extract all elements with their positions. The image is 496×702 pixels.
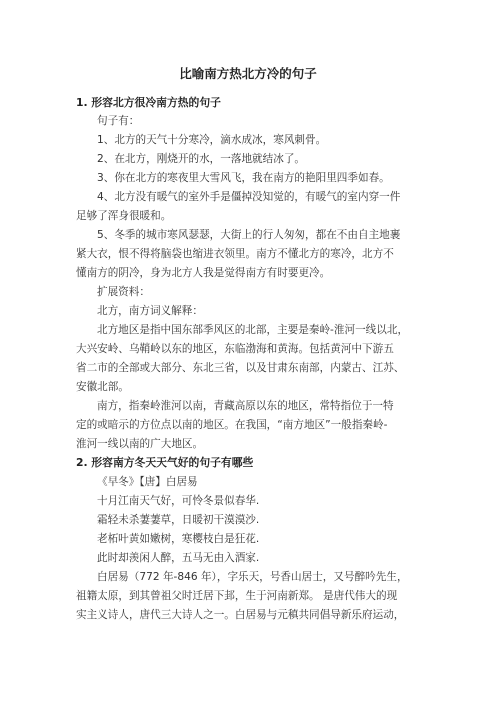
body-line: 祖籍太原，到其曾祖父时迁居下邽，生于河南新郑。 是唐代伟大的现 (76, 590, 398, 602)
body-line: 实主义诗人，唐代三大诗人之一。白居易与元稹共同倡导新乐府运动， (76, 609, 405, 621)
body-line: 老柘叶黄如嫩树，寒樱枝白是狂花. (97, 533, 260, 545)
body-line: 十月江南天气好，可怜冬景似春华. (97, 495, 260, 507)
body-line: 定的或暗示的方位点以南的地区。在我国，“南方地区”一般指秦岭- (76, 419, 388, 431)
body-line: 紧大衣，恨不得将脑袋也缩进衣领里。南方不懂北方的寒冷，北方不 (76, 248, 394, 260)
body-line: 白居易（772 年-846 年），字乐天，号香山居士，又号醉吟先生， (97, 571, 408, 583)
body-line: 此时却羡闲人醉，五马无由入酒家. (97, 552, 260, 564)
section-1-heading: 1. 形容北方很冷南方热的句子 (76, 96, 221, 109)
body-line: 3、你在北方的寒夜里大雪风飞，我在南方的艳阳里四季如春。 (97, 172, 390, 184)
body-line: 北方，南方词义解释： (97, 305, 203, 317)
body-line: 霜轻未杀萋萋草，日暖初干漠漠沙. (97, 514, 260, 526)
body-line: 懂南方的阴冷，身为北方人我是觉得南方有时要更冷。 (76, 267, 331, 279)
body-line: 4、北方没有暖气的室外手是僵掉没知觉的，有暖气的室内穿一件 (97, 191, 401, 203)
body-line: 1、北方的天气十分寒冷，滴水成冰，寒风刺骨。 (97, 134, 327, 146)
body-line: 淮河一线以南的广大地区。 (76, 438, 204, 450)
body-line: 2、在北方，刚烧开的水，一落地就结冰了。 (97, 153, 306, 165)
body-line: 句子有： (97, 115, 140, 127)
body-line: 大兴安岭、乌鞘岭以东的地区，东临渤海和黄海。包括黄河中下游五 (76, 343, 394, 355)
body-line: 南方，指秦岭淮河以南，青藏高原以东的地区，常特指位于一特 (97, 400, 394, 412)
body-line: 《早冬》【唐】白居易 (97, 476, 198, 488)
body-line: 北方地区是指中国东部季风区的北部，主要是秦岭-淮河一线以北， (97, 324, 409, 336)
body-line: 5、冬季的城市寒风瑟瑟，大街上的行人匆匆，都在不由自主地裹 (97, 229, 401, 241)
body-line: 足够了浑身很暖和。 (76, 210, 172, 222)
body-line: 省二市的全部或大部分、东北三省，以及甘肃东南部，内蒙古、江苏、 (76, 362, 405, 374)
body-line: 安徽北部。 (76, 381, 129, 393)
body-line: 扩展资料： (97, 286, 150, 298)
document-title: 比喻南方热北方冷的句子 (179, 66, 317, 81)
section-2-heading: 2. 形容南方冬天天气好的句子有哪些 (76, 456, 254, 469)
